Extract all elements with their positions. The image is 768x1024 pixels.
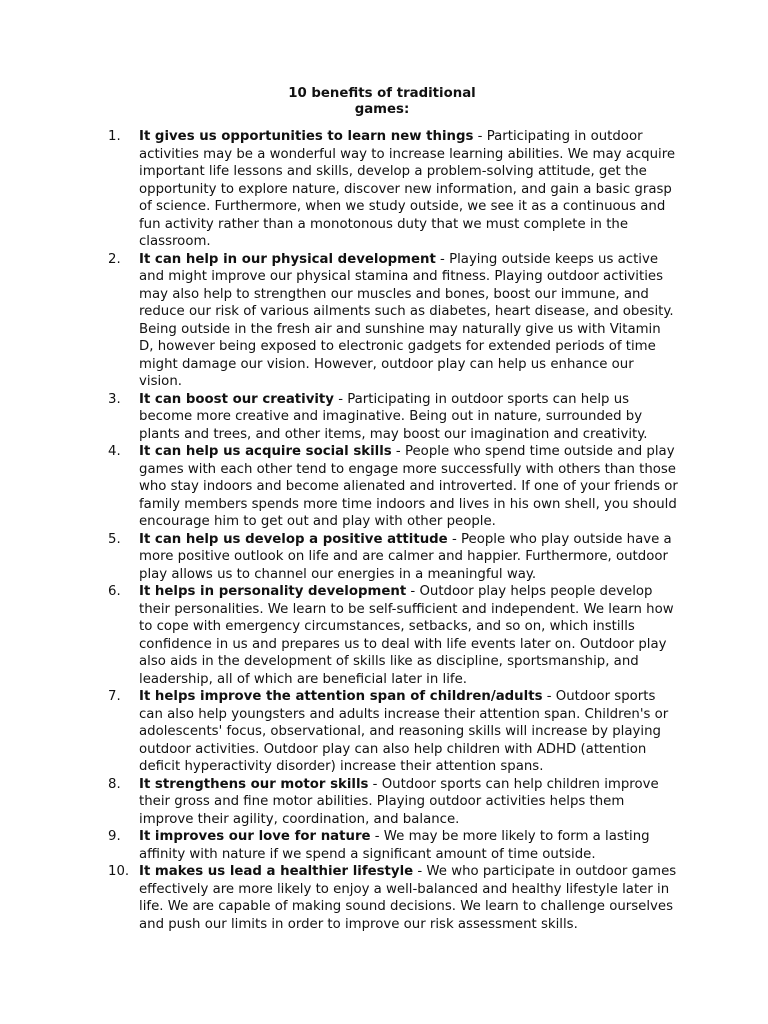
item-separator: - — [413, 864, 427, 879]
benefit-item-1 — [108, 128, 678, 251]
benefit-item-9 — [108, 828, 678, 863]
item-number: 2. — [108, 251, 121, 267]
item-separator: - — [473, 129, 487, 144]
item-heading: It gives us opportunities to learn new things — [139, 129, 474, 144]
item-body: People who play outside have a more positive outlook on life and are calmer and happier. Furthermore, outdoor play allows us to channel our energies in a meaningful way. — [139, 531, 672, 582]
item-number: 8. — [108, 776, 121, 792]
item-body: We who participate in outdoor games effectively are more likely to enjoy a well-balanced and healthy lifestyle later in life. We are capable of making sound decisions. We learn to challenge ourselves and push our limits in order to improve our risk assessment skills. — [139, 864, 677, 932]
item-body: We may be more likely to form a lasting affinity with nature if we spend a significant amount of time outside. — [139, 829, 650, 862]
item-separator: - — [542, 689, 556, 704]
item-separator: - — [368, 776, 382, 792]
item-heading: It can help in our physical development — [139, 251, 436, 267]
item-body: Outdoor sports can also help youngsters and adults increase their attention span. Children's or adolescents' focus, observational, and reasoning skills will increase by playing outdoor activities. Outdoor play can also help children with ADHD (attention deficit hyperactivity disorder) increase their attention spans. — [139, 689, 669, 774]
item-separator: - — [333, 391, 348, 407]
benefit-item-4 — [108, 443, 678, 531]
item-separator: - — [447, 531, 461, 547]
item-number: 1. — [108, 129, 121, 144]
benefit-list — [108, 128, 678, 933]
item-heading: It makes us lead a healthier lifestyle — [139, 864, 414, 879]
benefit-item-5 — [108, 531, 678, 584]
item-heading: It can help us develop a positive attitude — [139, 531, 448, 547]
item-heading: It strengthens our motor skills — [139, 776, 369, 792]
item-separator: - — [435, 251, 450, 267]
title-line-2: games: — [354, 102, 410, 117]
item-body: People who spend time outside and play games with each other tend to engage more successfully with others than those who stay indoors and become alienated and introverted. If one of your friends or family members spends more time indoors and lives in his own shell, you should encourage him to get out and play with other people. — [139, 444, 678, 529]
item-number: 5. — [108, 531, 121, 547]
item-number: 10. — [108, 864, 130, 879]
item-heading: It improves our love for nature — [139, 829, 371, 844]
item-body: Outdoor sports can help children improve their gross and fine motor abilities. Playing outdoor activities helps them improve their agility, coordination, and balance. — [139, 776, 659, 827]
item-number: 3. — [108, 391, 121, 407]
benefit-item-8 — [108, 776, 678, 829]
item-heading: It can help us acquire social skills — [139, 444, 392, 459]
item-number: 6. — [108, 584, 121, 599]
item-body: Playing outside keeps us active and might improve our physical stamina and fitness. Playing outdoor activities may also help to strengthen our muscles and bones, boost our immune, and reduce our risk of various ailments such as diabetes, heart disease, and obesity. Being outside in the fresh air and sunshine may naturally give us with Vitamin D, however being exposed to electronic gadgets for extended periods of time might damage our vision. However, outdoor play can help us enhance our vision. — [139, 251, 674, 389]
item-body: Participating in outdoor activities may be a wonderful way to increase learning abilities. We may acquire important life lessons and skills, develop a problem-solving attitude, get the opportunity to explore nature, discover new information, and gain a basic grasp of science. Furthermore, when we study outside, we see it as a continuous and fun activity rather than a monotonous duty that we must complete in the classroom. — [139, 129, 676, 249]
benefit-item-7 — [108, 688, 678, 776]
item-number: 7. — [108, 689, 121, 704]
item-separator: - — [370, 829, 384, 844]
benefit-item-10 — [108, 863, 678, 933]
item-body: Outdoor play helps people develop their personalities. We learn to be self-sufficient and independent. We learn how to cope with emergency circumstances, setbacks, and so on, which instills confidence in us and prepares us to deal with life events later on. Outdoor play also aids in the development of skills like as discipline, sportsmanship, and leadership, all of which are beneficial later in life. — [139, 584, 674, 687]
item-number: 4. — [108, 444, 121, 459]
item-heading: It helps in personality development — [139, 584, 407, 599]
item-heading: It can boost our creativity — [139, 391, 334, 407]
item-heading: It helps improve the attention span of children/adults — [139, 689, 543, 704]
benefit-item-2 — [108, 251, 678, 391]
title-line-1: 10 benefits of traditional — [288, 86, 476, 101]
item-separator: - — [391, 444, 405, 459]
item-body: Participating in outdoor sports can help us become more creative and imaginative. Being out in nature, surrounded by plants and trees, and other items, may boost our imagination and creativity. — [139, 391, 648, 442]
benefit-item-3 — [108, 391, 678, 444]
item-number: 9. — [108, 829, 121, 844]
document-title — [232, 86, 532, 118]
benefit-item-6 — [108, 583, 678, 688]
item-separator: - — [406, 584, 420, 599]
